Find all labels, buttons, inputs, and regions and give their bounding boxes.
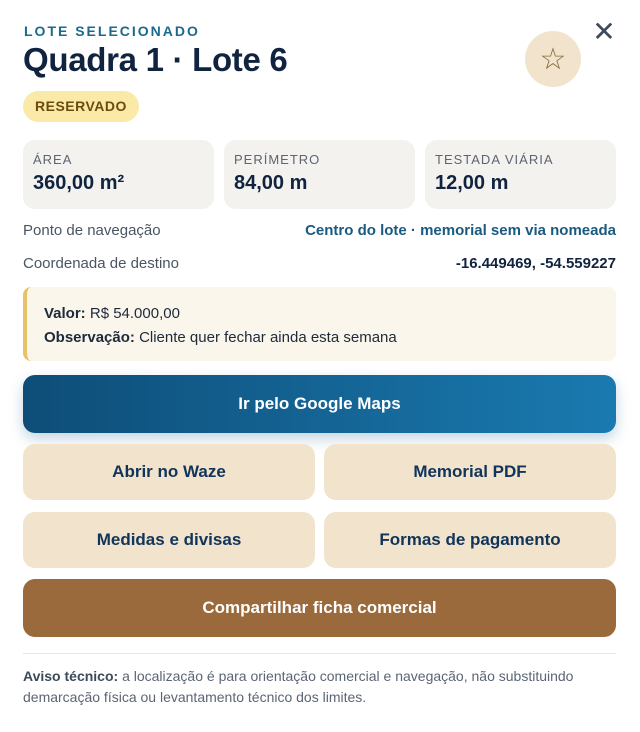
payment-button[interactable]: Formas de pagamento — [324, 512, 616, 568]
stat-area — [23, 140, 214, 209]
stat-label: TESTADA VIÁRIA — [435, 152, 554, 167]
observation-value: Cliente quer fechar ainda esta semana — [139, 329, 397, 346]
price-line — [44, 302, 599, 326]
stat-value: 12,00 m — [435, 172, 509, 194]
stat-value: 84,00 m — [234, 172, 308, 194]
nav-point-row — [23, 222, 616, 239]
nav-point-label: Ponto de navegação — [23, 222, 161, 239]
favorite-button[interactable] — [525, 31, 581, 87]
coordinate-label: Coordenada de destino — [23, 255, 179, 272]
observation-line — [44, 326, 599, 350]
price-label: Valor: — [44, 305, 86, 322]
notice-text: a localização é para orientação comercial e navegação, não substituindo demarcação física ou levantamento técnico dos limites. — [23, 668, 574, 705]
stat-perimetro — [224, 140, 415, 209]
star-icon: ☆ — [539, 42, 567, 76]
price-value: R$ 54.000,00 — [89, 305, 180, 322]
technical-notice — [23, 666, 618, 708]
stat-testada — [425, 140, 616, 209]
notice-label: Aviso técnico: — [23, 668, 119, 684]
observation-label: Observação: — [44, 329, 135, 346]
waze-button[interactable]: Abrir no Waze — [23, 444, 315, 500]
coordinate-row — [23, 255, 616, 272]
memorial-pdf-button[interactable]: Memorial PDF — [324, 444, 616, 500]
divider — [23, 653, 616, 654]
page-title: Quadra 1 · Lote 6 — [23, 41, 288, 78]
status-badge: RESERVADO — [23, 91, 139, 122]
stat-label: ÁREA — [33, 152, 73, 167]
nav-point-value: Centro do lote · memorial sem via nomeada — [305, 222, 616, 239]
commercial-note — [23, 287, 616, 361]
google-maps-button[interactable]: Ir pelo Google Maps — [23, 375, 616, 433]
measurements-button[interactable]: Medidas e divisas — [23, 512, 315, 568]
coordinate-value: -16.449469, -54.559227 — [455, 255, 616, 272]
share-button[interactable]: Compartilhar ficha comercial — [23, 579, 616, 637]
stat-label: PERÍMETRO — [234, 152, 321, 167]
close-icon[interactable]: ✕ — [592, 16, 616, 47]
eyebrow-label: LOTE SELECIONADO — [24, 23, 200, 39]
stat-value: 360,00 m² — [33, 172, 125, 194]
